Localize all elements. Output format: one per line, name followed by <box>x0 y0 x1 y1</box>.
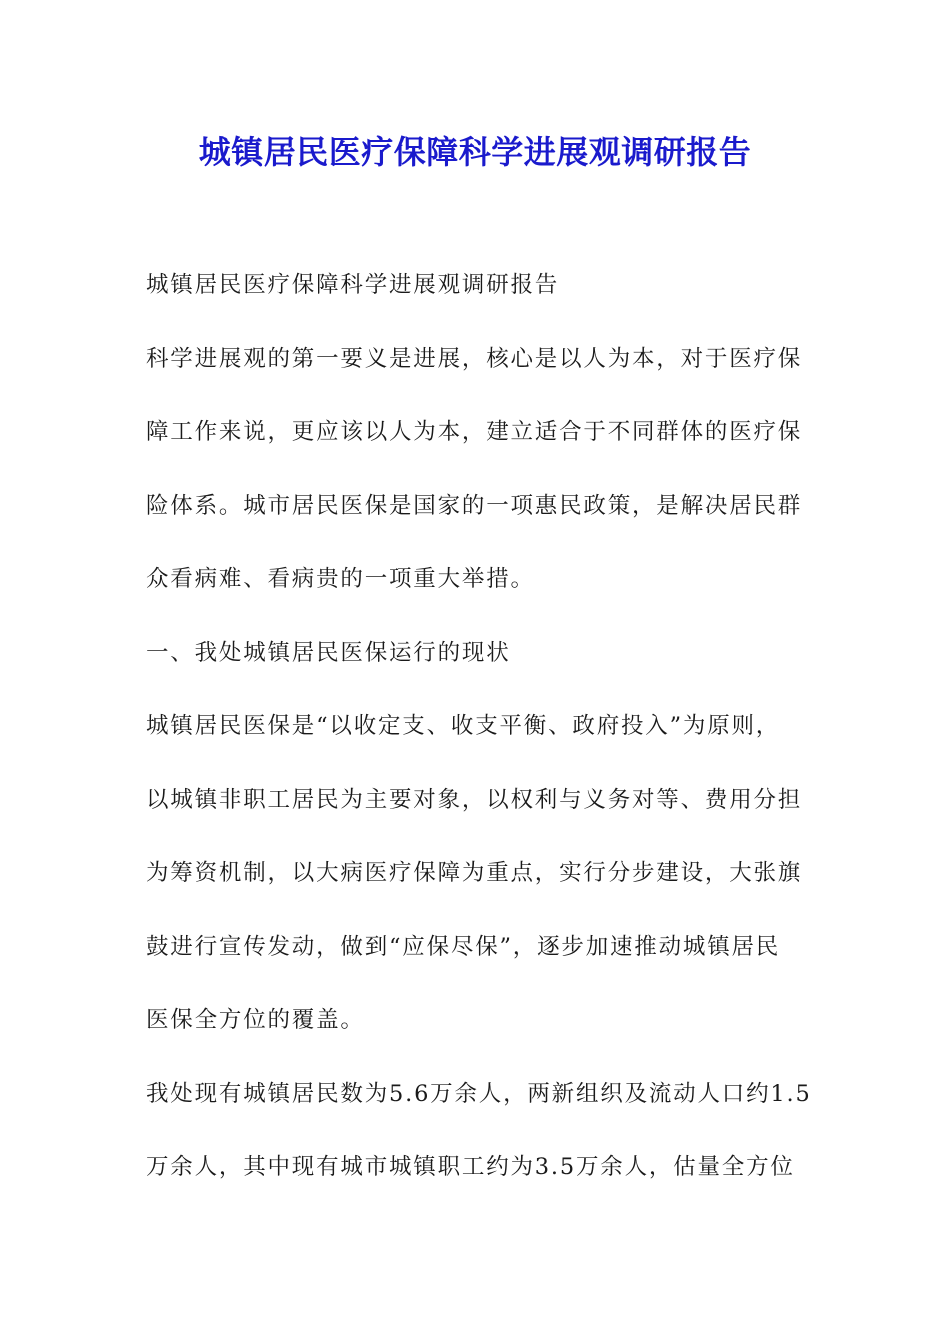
document-title: 城镇居民医疗保障科学进展观调研报告 <box>198 133 752 171</box>
body-line: 为筹资机制，以大病医疗保障为重点，实行分步建设，大张旗 <box>146 860 803 886</box>
body-line: 科学进展观的第一要义是进展，核心是以人为本，对于医疗保 <box>146 345 803 372</box>
body-line: 众看病难、看病贵的一项重大举措。 <box>146 566 535 592</box>
document-body <box>146 262 812 1218</box>
body-line: 城镇居民医保是“以收定支、收支平衡、政府投入”为原则， <box>146 713 781 739</box>
body-line: 障工作来说，更应该以人为本，建立适合于不同群体的医疗保 <box>146 419 803 445</box>
body-line: 我处现有城镇居民数为5.6万余人，两新组织及流动人口约1.5 <box>146 1080 812 1107</box>
body-line: 城镇居民医疗保障科学进展观调研报告 <box>146 272 560 298</box>
body-line: 险体系。城市居民医保是国家的一项惠民政策，是解决居民群 <box>146 492 803 519</box>
body-line: 以城镇非职工居民为主要对象，以权利与义务对等、费用分担 <box>146 786 803 813</box>
section-heading: 一、我处城镇居民医保运行的现状 <box>146 639 511 666</box>
body-line: 医保全方位的覆盖。 <box>146 1007 365 1033</box>
body-line: 鼓进行宣传发动，做到“应保尽保”，逐步加速推动城镇居民 <box>146 933 781 960</box>
body-line: 万余人，其中现有城市城镇职工约为3.5万余人，估量全方位 <box>146 1154 795 1180</box>
